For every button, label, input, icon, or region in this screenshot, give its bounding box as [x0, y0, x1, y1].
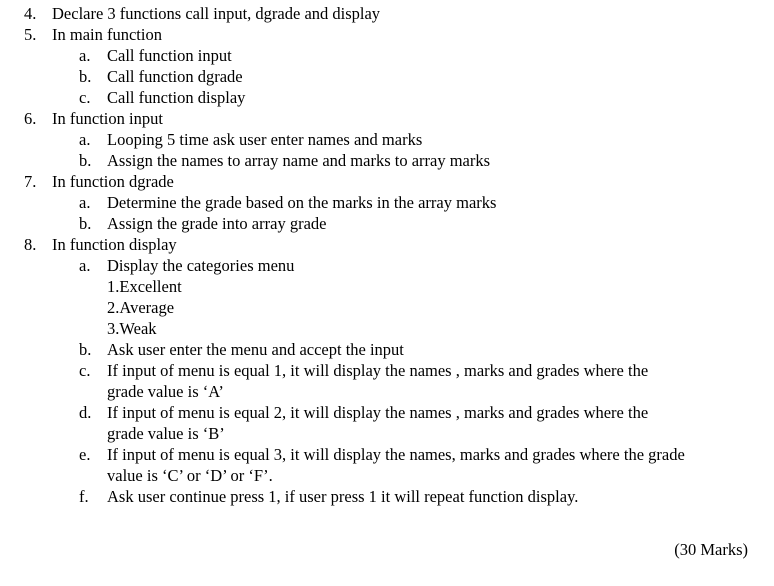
substep-5b — [0, 66, 774, 87]
menu-option-text: 2.Average — [107, 298, 175, 317]
substep-letter: b. — [79, 214, 92, 233]
substep-7a — [0, 192, 774, 213]
substep-letter: b. — [79, 340, 92, 359]
substep-5a — [0, 45, 774, 66]
menu-option-excellent — [0, 276, 774, 297]
substep-text: Determine the grade based on the marks in the array marks — [107, 193, 497, 212]
substep-8e-continued — [0, 465, 774, 486]
substep-letter: a. — [79, 46, 91, 65]
step-number: 4. — [24, 4, 37, 23]
substep-text: Display the categories menu — [107, 256, 295, 275]
substep-text: value is ‘C’ or ‘D’ or ‘F’. — [107, 466, 273, 485]
substep-letter: a. — [79, 193, 91, 212]
step-number: 8. — [24, 235, 37, 254]
substep-text: Assign the grade into array grade — [107, 214, 327, 233]
substep-letter: d. — [79, 403, 92, 422]
step-6 — [0, 108, 774, 129]
step-text: In main function — [52, 25, 162, 44]
substep-text: grade value is ‘A’ — [107, 382, 224, 401]
substep-text: Call function display — [107, 88, 246, 107]
substep-letter: a. — [79, 256, 91, 275]
substep-text: Ask user enter the menu and accept the input — [107, 340, 404, 359]
substep-6b — [0, 150, 774, 171]
step-number: 5. — [24, 25, 37, 44]
substep-text: Ask user continue press 1, if user press 1 it will repeat function display. — [107, 487, 579, 506]
substep-letter: f. — [79, 487, 89, 506]
substep-8c — [0, 360, 774, 381]
substep-text: If input of menu is equal 3, it will display the names, marks and grades where the grade — [107, 445, 685, 464]
substep-6a — [0, 129, 774, 150]
substep-text: Looping 5 time ask user enter names and marks — [107, 130, 423, 149]
substep-8c-continued — [0, 381, 774, 402]
substep-8d-continued — [0, 423, 774, 444]
substep-8f — [0, 486, 774, 507]
substep-letter: b. — [79, 151, 92, 170]
substep-8e — [0, 444, 774, 465]
substep-text: If input of menu is equal 1, it will display the names , marks and grades where the — [107, 361, 649, 380]
substep-7b — [0, 213, 774, 234]
step-4 — [0, 3, 774, 24]
substep-text: Call function input — [107, 46, 232, 65]
step-text: Declare 3 functions call input, dgrade and display — [52, 4, 381, 23]
document-body — [0, 3, 774, 507]
step-8 — [0, 234, 774, 255]
substep-text: If input of menu is equal 2, it will display the names , marks and grades where the — [107, 403, 649, 422]
substep-text: Call function dgrade — [107, 67, 243, 86]
menu-option-weak — [0, 318, 774, 339]
substep-letter: c. — [79, 361, 91, 380]
step-number: 7. — [24, 172, 37, 191]
step-number: 6. — [24, 109, 37, 128]
step-5 — [0, 24, 774, 45]
substep-letter: b. — [79, 67, 92, 86]
substep-8a — [0, 255, 774, 276]
step-text: In function dgrade — [52, 172, 174, 191]
substep-letter: a. — [79, 130, 91, 149]
substep-8b — [0, 339, 774, 360]
step-7 — [0, 171, 774, 192]
substep-text: grade value is ‘B’ — [107, 424, 225, 443]
menu-option-text: 1.Excellent — [107, 277, 182, 296]
menu-option-text: 3.Weak — [107, 319, 157, 338]
substep-letter: e. — [79, 445, 91, 464]
menu-option-average — [0, 297, 774, 318]
substep-5c — [0, 87, 774, 108]
substep-8d — [0, 402, 774, 423]
marks-total: (30 Marks) — [674, 540, 748, 559]
substep-text: Assign the names to array name and marks to array marks — [107, 151, 491, 170]
step-text: In function input — [52, 109, 163, 128]
step-text: In function display — [52, 235, 177, 254]
substep-letter: c. — [79, 88, 91, 107]
